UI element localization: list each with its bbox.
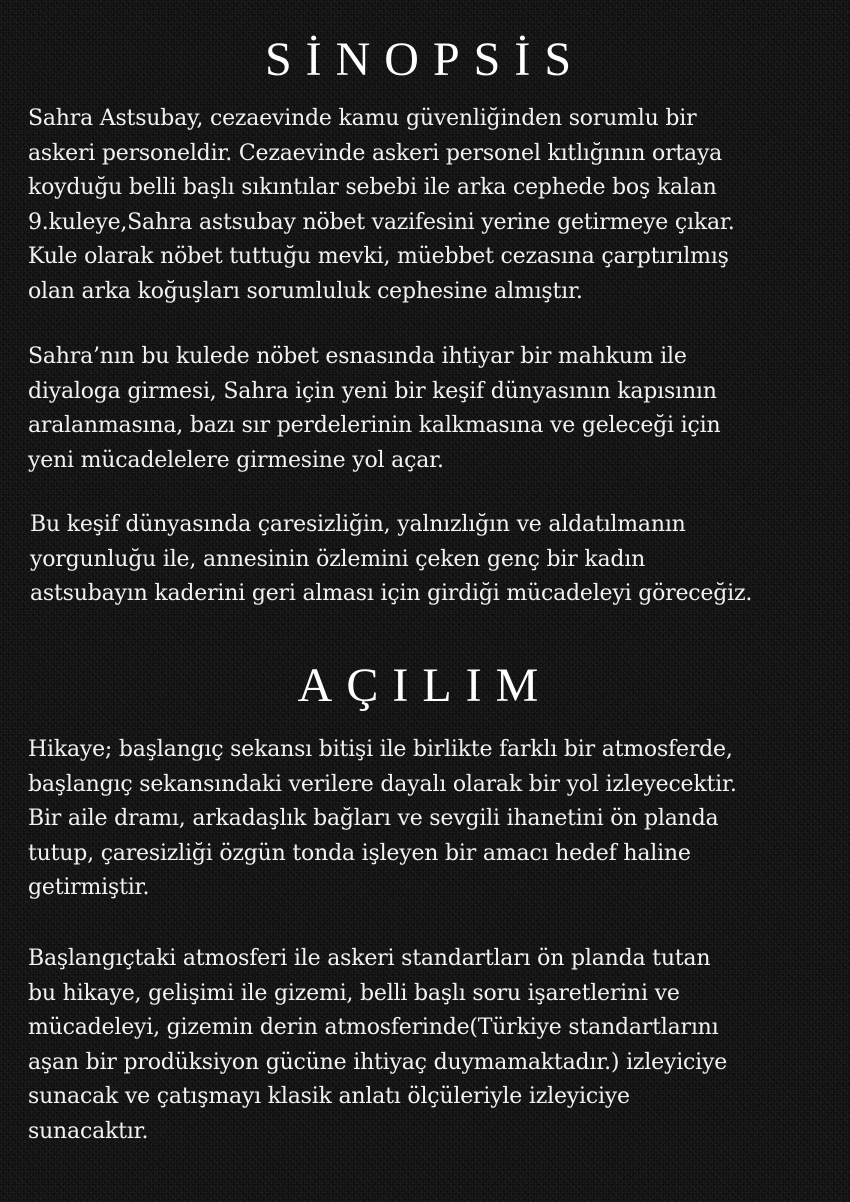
opening-paragraph-2: Başlangıçtaki atmosferi ile askeri standartları ön planda tutan bu hikaye, gelişimi ile gizemi, belli başlı soru işaretlerini ve mücadeleyi, gizemin derin atmosferinde(Türkiye standartlarını aşan bir prodüksiyon gücüne ihtiyaç duymamaktadır.) izleyiciye sunacak ve çatışmayı klasik anlatı ölçüleriyle izleyiciye sunacaktır.: [28, 946, 728, 1144]
synopsis-paragraph-3: Bu keşif dünyasında çaresizliğin, yalnızlığın ve aldatılmanın yorgunluğu ile, annesinin özlemini çeken genç bir kadın astsubayın kaderini geri alması için girdiği mücadeleyi göreceğiz.: [30, 512, 753, 606]
synopsis-paragraph-2: Sahra’nın bu kulede nöbet esnasında ihtiyar bir mahkum ile diyaloga girmesi, Sahra için yeni bir keşif dünyasının kapısının aralanmasına, bazı sır perdelerinin kalkmasına ve geleceği için yeni mücadelelere girmesine yol açar.: [28, 344, 721, 473]
section-title-opening: AÇILIM: [297, 659, 553, 712]
opening-paragraph-1: Hikaye; başlangıç sekansı bitişi ile birlikte farklı bir atmosferde, başlangıç sekansındaki verilere dayalı olarak bir yol izleyecektir. Bir aile dramı, arkadaşlık bağları ve sevgili ihanetini ön planda tutup, çaresizliği özgün tonda işleyen bir amacı hedef haline getirmiştir.: [28, 737, 737, 900]
synopsis-paragraph-1: Sahra Astsubay, cezaevinde kamu güvenliğinden sorumlu bir askeri personeldir. Cezaevinde askeri personel kıtlığının ortaya koyduğu belli başlı sıkıntılar sebebi ile arka cephede boş kalan 9.kuleye,Sahra astsubay nöbet vazifesini yerine getirmeye çıkar. Kule olarak nöbet tuttuğu mevki, müebbet cezasına çarptırılmış olan arka koğuşları sorumluluk cephesine almıştır.: [28, 106, 735, 304]
section-title-synopsis: SİNOPSİS: [264, 33, 586, 86]
